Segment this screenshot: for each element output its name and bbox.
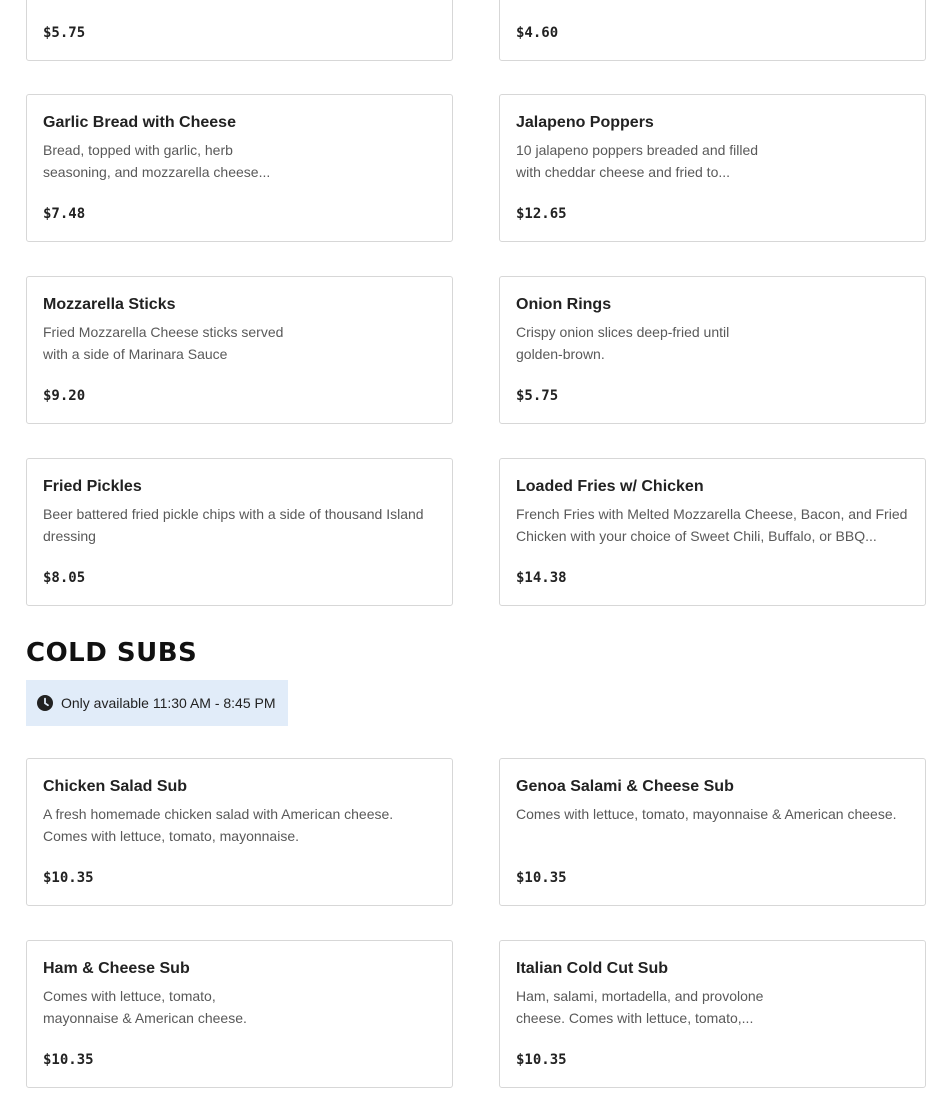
item-name: Loaded Fries w/ Chicken xyxy=(516,478,704,495)
item-price: $10.35 xyxy=(43,1052,94,1068)
item-price: $8.05 xyxy=(43,570,86,586)
menu-item-card[interactable] xyxy=(26,0,453,61)
item-description: Comes with lettuce, tomato, mayonnaise & American cheese. xyxy=(516,806,897,822)
clock-icon xyxy=(37,695,61,711)
item-description: Bread, topped with garlic, herb seasoning, and mozzarella cheese... xyxy=(43,142,271,180)
menu-item-card[interactable] xyxy=(499,276,926,424)
menu-item-card[interactable] xyxy=(26,276,453,424)
item-name: Garlic Bread with Cheese xyxy=(43,114,236,131)
item-name: Ham & Cheese Sub xyxy=(43,960,190,977)
menu-item-card[interactable] xyxy=(26,94,453,242)
section-title: COLD SUBS xyxy=(26,638,198,668)
item-price: $5.75 xyxy=(43,25,86,41)
menu-item-card[interactable] xyxy=(26,940,453,1088)
item-description: 10 jalapeno poppers breaded and filled with cheddar cheese and fried to... xyxy=(516,142,759,180)
item-price: $4.60 xyxy=(516,25,559,41)
item-description: Ham, salami, mortadella, and provolone cheese. Comes with lettuce, tomato,... xyxy=(516,988,764,1026)
availability-notice xyxy=(26,680,288,726)
item-description: Comes with lettuce, tomato, mayonnaise & American cheese. xyxy=(43,988,247,1026)
item-name: Fried Pickles xyxy=(43,478,142,495)
item-description: Beer battered fried pickle chips with a side of thousand Island dressing xyxy=(43,506,424,544)
menu-item-card[interactable] xyxy=(499,758,926,906)
menu-item-card[interactable] xyxy=(499,940,926,1088)
item-price: $14.38 xyxy=(516,570,567,586)
item-price: $10.35 xyxy=(516,1052,567,1068)
item-description: French Fries with Melted Mozzarella Cheese, Bacon, and Fried Chicken with your choice of Sweet Chili, Buffalo, or BBQ... xyxy=(516,506,908,544)
item-name: Genoa Salami & Cheese Sub xyxy=(516,778,734,795)
menu-item-card[interactable] xyxy=(499,458,926,606)
item-name: Italian Cold Cut Sub xyxy=(516,960,668,977)
item-price: $10.35 xyxy=(43,870,94,886)
item-price: $10.35 xyxy=(516,870,567,886)
item-price: $12.65 xyxy=(516,206,567,222)
menu-item-card[interactable] xyxy=(26,458,453,606)
item-name: Onion Rings xyxy=(516,296,612,313)
item-price: $5.75 xyxy=(516,388,559,404)
item-name: Chicken Salad Sub xyxy=(43,778,188,795)
menu-item-card[interactable] xyxy=(26,758,453,906)
availability-text: Only available 11:30 AM - 8:45 PM xyxy=(61,695,276,711)
item-description: A fresh homemade chicken salad with American cheese. Comes with lettuce, tomato, mayonnaise. xyxy=(43,806,394,844)
item-price: $7.48 xyxy=(43,206,86,222)
menu-item-card[interactable] xyxy=(499,94,926,242)
menu-item-card[interactable] xyxy=(499,0,926,61)
item-name: Mozzarella Sticks xyxy=(43,296,176,313)
item-description: Fried Mozzarella Cheese sticks served with a side of Marinara Sauce xyxy=(43,324,284,362)
item-price: $9.20 xyxy=(43,388,86,404)
item-description: Crispy onion slices deep-fried until golden-brown. xyxy=(516,324,730,362)
item-name: Jalapeno Poppers xyxy=(516,114,654,131)
